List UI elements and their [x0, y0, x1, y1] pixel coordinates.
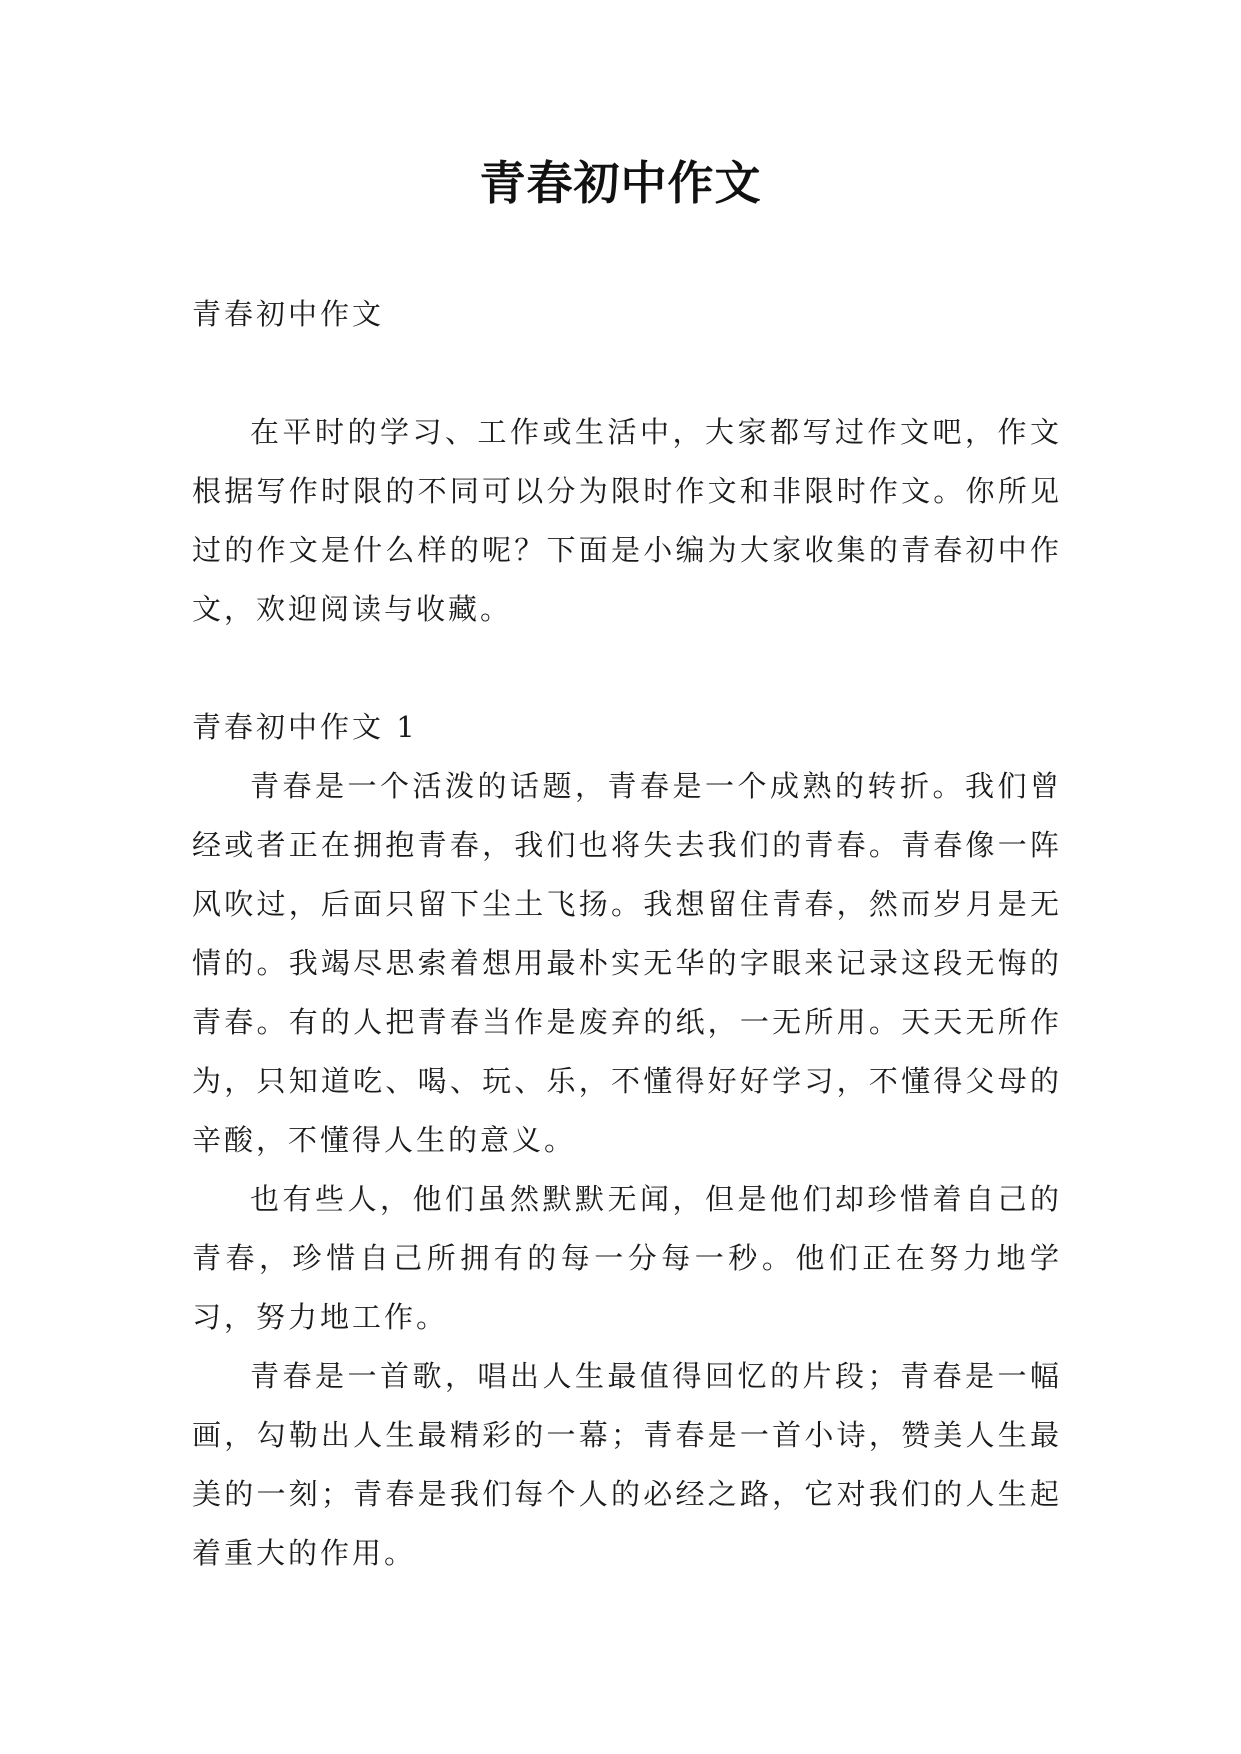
- intro-paragraph: 在平时的学习、工作或生活中，大家都写过作文吧，作文根据写作时限的不同可以分为限时作文和非限时作文。你所见过的作文是什么样的呢？下面是小编为大家收集的青春初中作文，欢迎阅读与收藏。: [192, 415, 1062, 626]
- spacer: [192, 344, 1062, 403]
- document-body: [192, 285, 1062, 1583]
- document-subtitle: 青春初中作文: [192, 297, 385, 331]
- section-heading: 青春初中作文 1: [192, 710, 418, 744]
- essay-paragraph-1: 青春是一个活泼的话题，青春是一个成熟的转折。我们曾经或者正在拥抱青春，我们也将失去我们的青春。青春像一阵风吹过，后面只留下尘土飞扬。我想留住青春，然而岁月是无情的。我竭尽思索着想用最朴实无华的字眼来记录这段无悔的青春。有的人把青春当作是废弃的纸，一无所用。天天无所作为，只知道吃、喝、玩、乐，不懂得好好学习，不懂得父母的辛酸，不懂得人生的意义。: [192, 769, 1062, 1157]
- essay-paragraph-3: 青春是一首歌，唱出人生最值得回忆的片段；青春是一幅画，勾勒出人生最精彩的一幕；青春是一首小诗，赞美人生最美的一刻；青春是我们每个人的必经之路，它对我们的人生起着重大的作用。: [192, 1359, 1062, 1570]
- document-title: 青春初中作文: [479, 156, 762, 210]
- spacer: [192, 639, 1062, 698]
- essay-paragraph-2: 也有些人，他们虽然默默无闻，但是他们却珍惜着自己的青春，珍惜自己所拥有的每一分每一秒。他们正在努力地学习，努力地工作。: [192, 1182, 1062, 1334]
